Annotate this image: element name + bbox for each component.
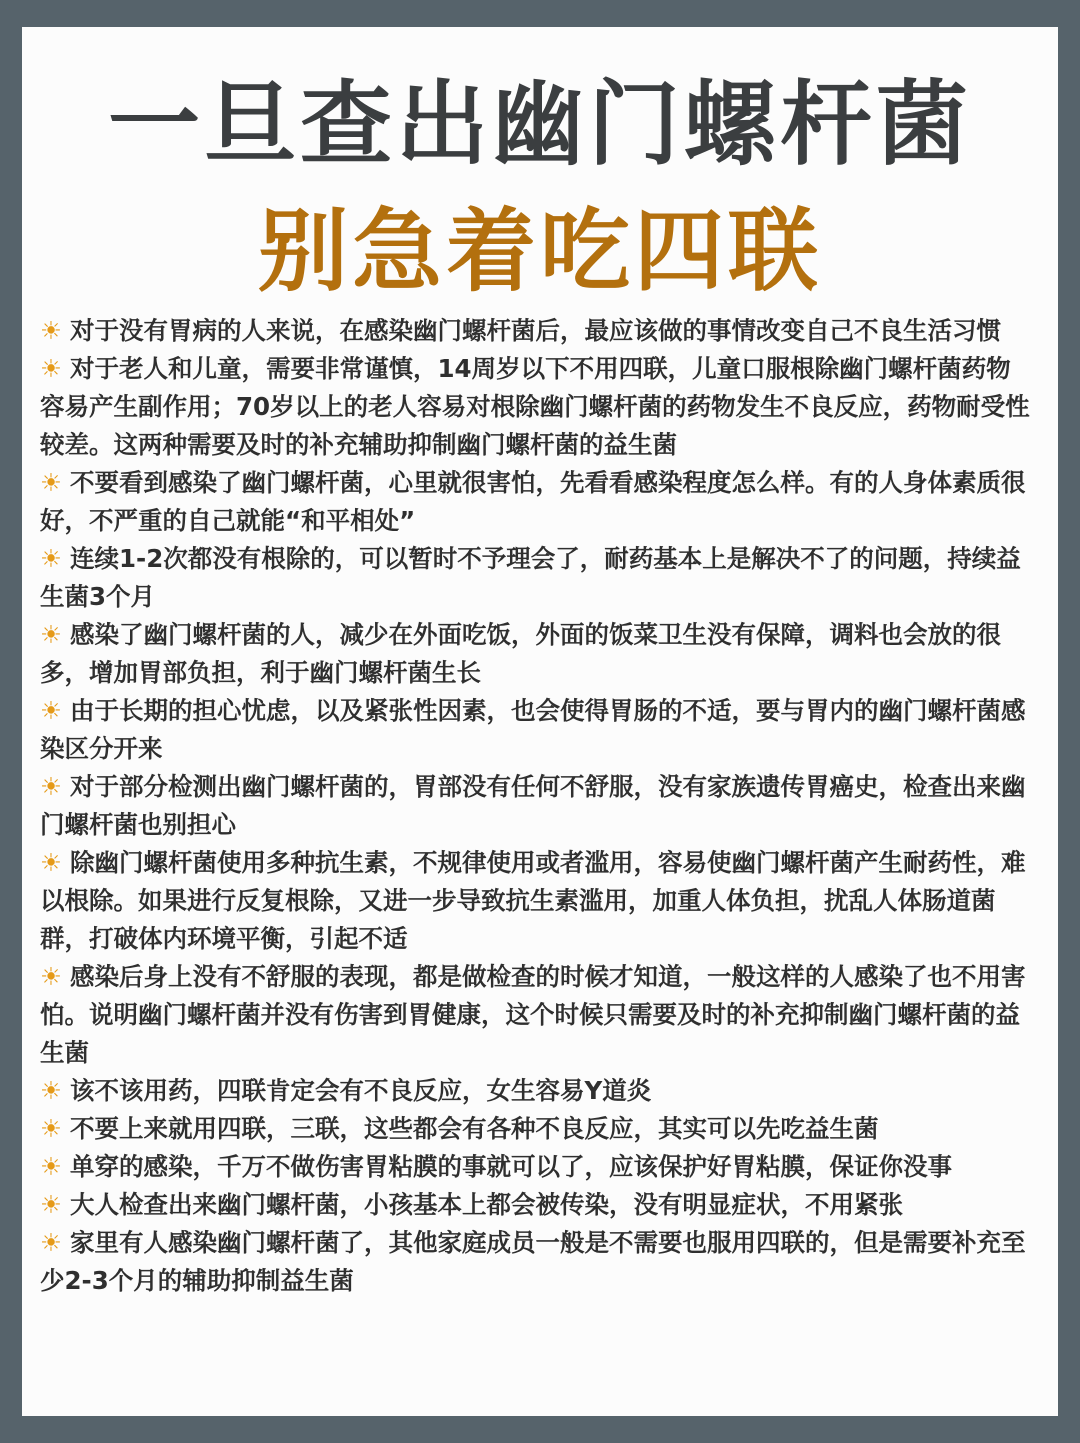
list-item (40, 1224, 1030, 1300)
list-item (40, 312, 1030, 350)
sun-icon: ☀ (40, 1114, 62, 1143)
item-text: 连续1-2次都没有根除的，可以暂时不予理会了，耐药基本上是解决不了的问题，持续益生菌3个月 (40, 544, 1021, 611)
list-item (40, 464, 1030, 540)
list-item (40, 1110, 1030, 1148)
item-text: 对于老人和儿童，需要非常谨慎，14周岁以下不用四联，儿童口服根除幽门螺杆菌药物容易产生副作用；70岁以上的老人容易对根除幽门螺杆菌的药物发生不良反应，药物耐受性较差。这两种需要及时的补充辅助抑制幽门螺杆菌的益生菌 (40, 354, 1030, 459)
item-text: 不要看到感染了幽门螺杆菌，心里就很害怕，先看看感染程度怎么样。有的人身体素质很好，不严重的自己就能“和平相处” (40, 468, 1026, 535)
list-item (40, 350, 1030, 464)
sun-icon: ☀ (40, 1152, 62, 1181)
item-text: 大人检查出来幽门螺杆菌，小孩基本上都会被传染，没有明显症状，不用紧张 (70, 1190, 903, 1219)
sun-icon: ☀ (40, 544, 62, 573)
list-item (40, 540, 1030, 616)
sun-icon: ☀ (40, 620, 62, 649)
tips-list (40, 312, 1030, 1300)
item-text: 对于没有胃病的人来说，在感染幽门螺杆菌后，最应该做的事情改变自己不良生活习惯 (70, 316, 1001, 345)
title-line-1: 一旦查出幽门螺杆菌 (107, 71, 972, 178)
list-item (40, 692, 1030, 768)
sun-icon: ☀ (40, 1228, 62, 1257)
list-item (40, 1072, 1030, 1110)
sun-icon: ☀ (40, 354, 62, 383)
sun-icon: ☀ (40, 848, 62, 877)
sun-icon: ☀ (40, 1190, 62, 1219)
title-line-2: 别急着吃四联 (258, 199, 822, 304)
sun-icon: ☀ (40, 468, 62, 497)
item-text: 该不该用药，四联肯定会有不良反应，女生容易Y道炎 (70, 1076, 652, 1105)
list-item (40, 1186, 1030, 1224)
item-text: 对于部分检测出幽门螺杆菌的，胃部没有任何不舒服，没有家族遗传胃癌史，检查出来幽门螺杆菌也别担心 (40, 772, 1026, 839)
item-text: 单穿的感染，千万不做伤害胃粘膜的事就可以了，应该保护好胃粘膜，保证你没事 (70, 1152, 952, 1181)
list-item (40, 958, 1030, 1072)
sun-icon: ☀ (40, 316, 62, 345)
sun-icon: ☀ (40, 962, 62, 991)
list-item (40, 616, 1030, 692)
sun-icon: ☀ (40, 696, 62, 725)
list-item (40, 1148, 1030, 1186)
item-text: 感染后身上没有不舒服的表现，都是做检查的时候才知道，一般这样的人感染了也不用害怕。说明幽门螺杆菌并没有伤害到胃健康，这个时候只需要及时的补充抑制幽门螺杆菌的益生菌 (40, 962, 1026, 1067)
item-text: 家里有人感染幽门螺杆菌了，其他家庭成员一般是不需要也服用四联的，但是需要补充至少2-3个月的辅助抑制益生菌 (40, 1228, 1026, 1295)
list-item (40, 844, 1030, 958)
item-text: 除幽门螺杆菌使用多种抗生素，不规律使用或者滥用，容易使幽门螺杆菌产生耐药性，难以根除。如果进行反复根除，又进一步导致抗生素滥用，加重人体负担，扰乱人体肠道菌群，打破体内环境平衡，引起不适 (40, 848, 1026, 953)
item-text: 不要上来就用四联，三联，这些都会有各种不良反应，其实可以先吃益生菌 (70, 1114, 879, 1143)
item-text: 由于长期的担心忧虑，以及紧张性因素，也会使得胃肠的不适，要与胃内的幽门螺杆菌感染区分开来 (40, 696, 1026, 763)
list-item (40, 768, 1030, 844)
sun-icon: ☀ (40, 1076, 62, 1105)
item-text: 感染了幽门螺杆菌的人，减少在外面吃饭，外面的饭菜卫生没有保障，调料也会放的很多，增加胃部负担，利于幽门螺杆菌生长 (40, 620, 1001, 687)
sun-icon: ☀ (40, 772, 62, 801)
